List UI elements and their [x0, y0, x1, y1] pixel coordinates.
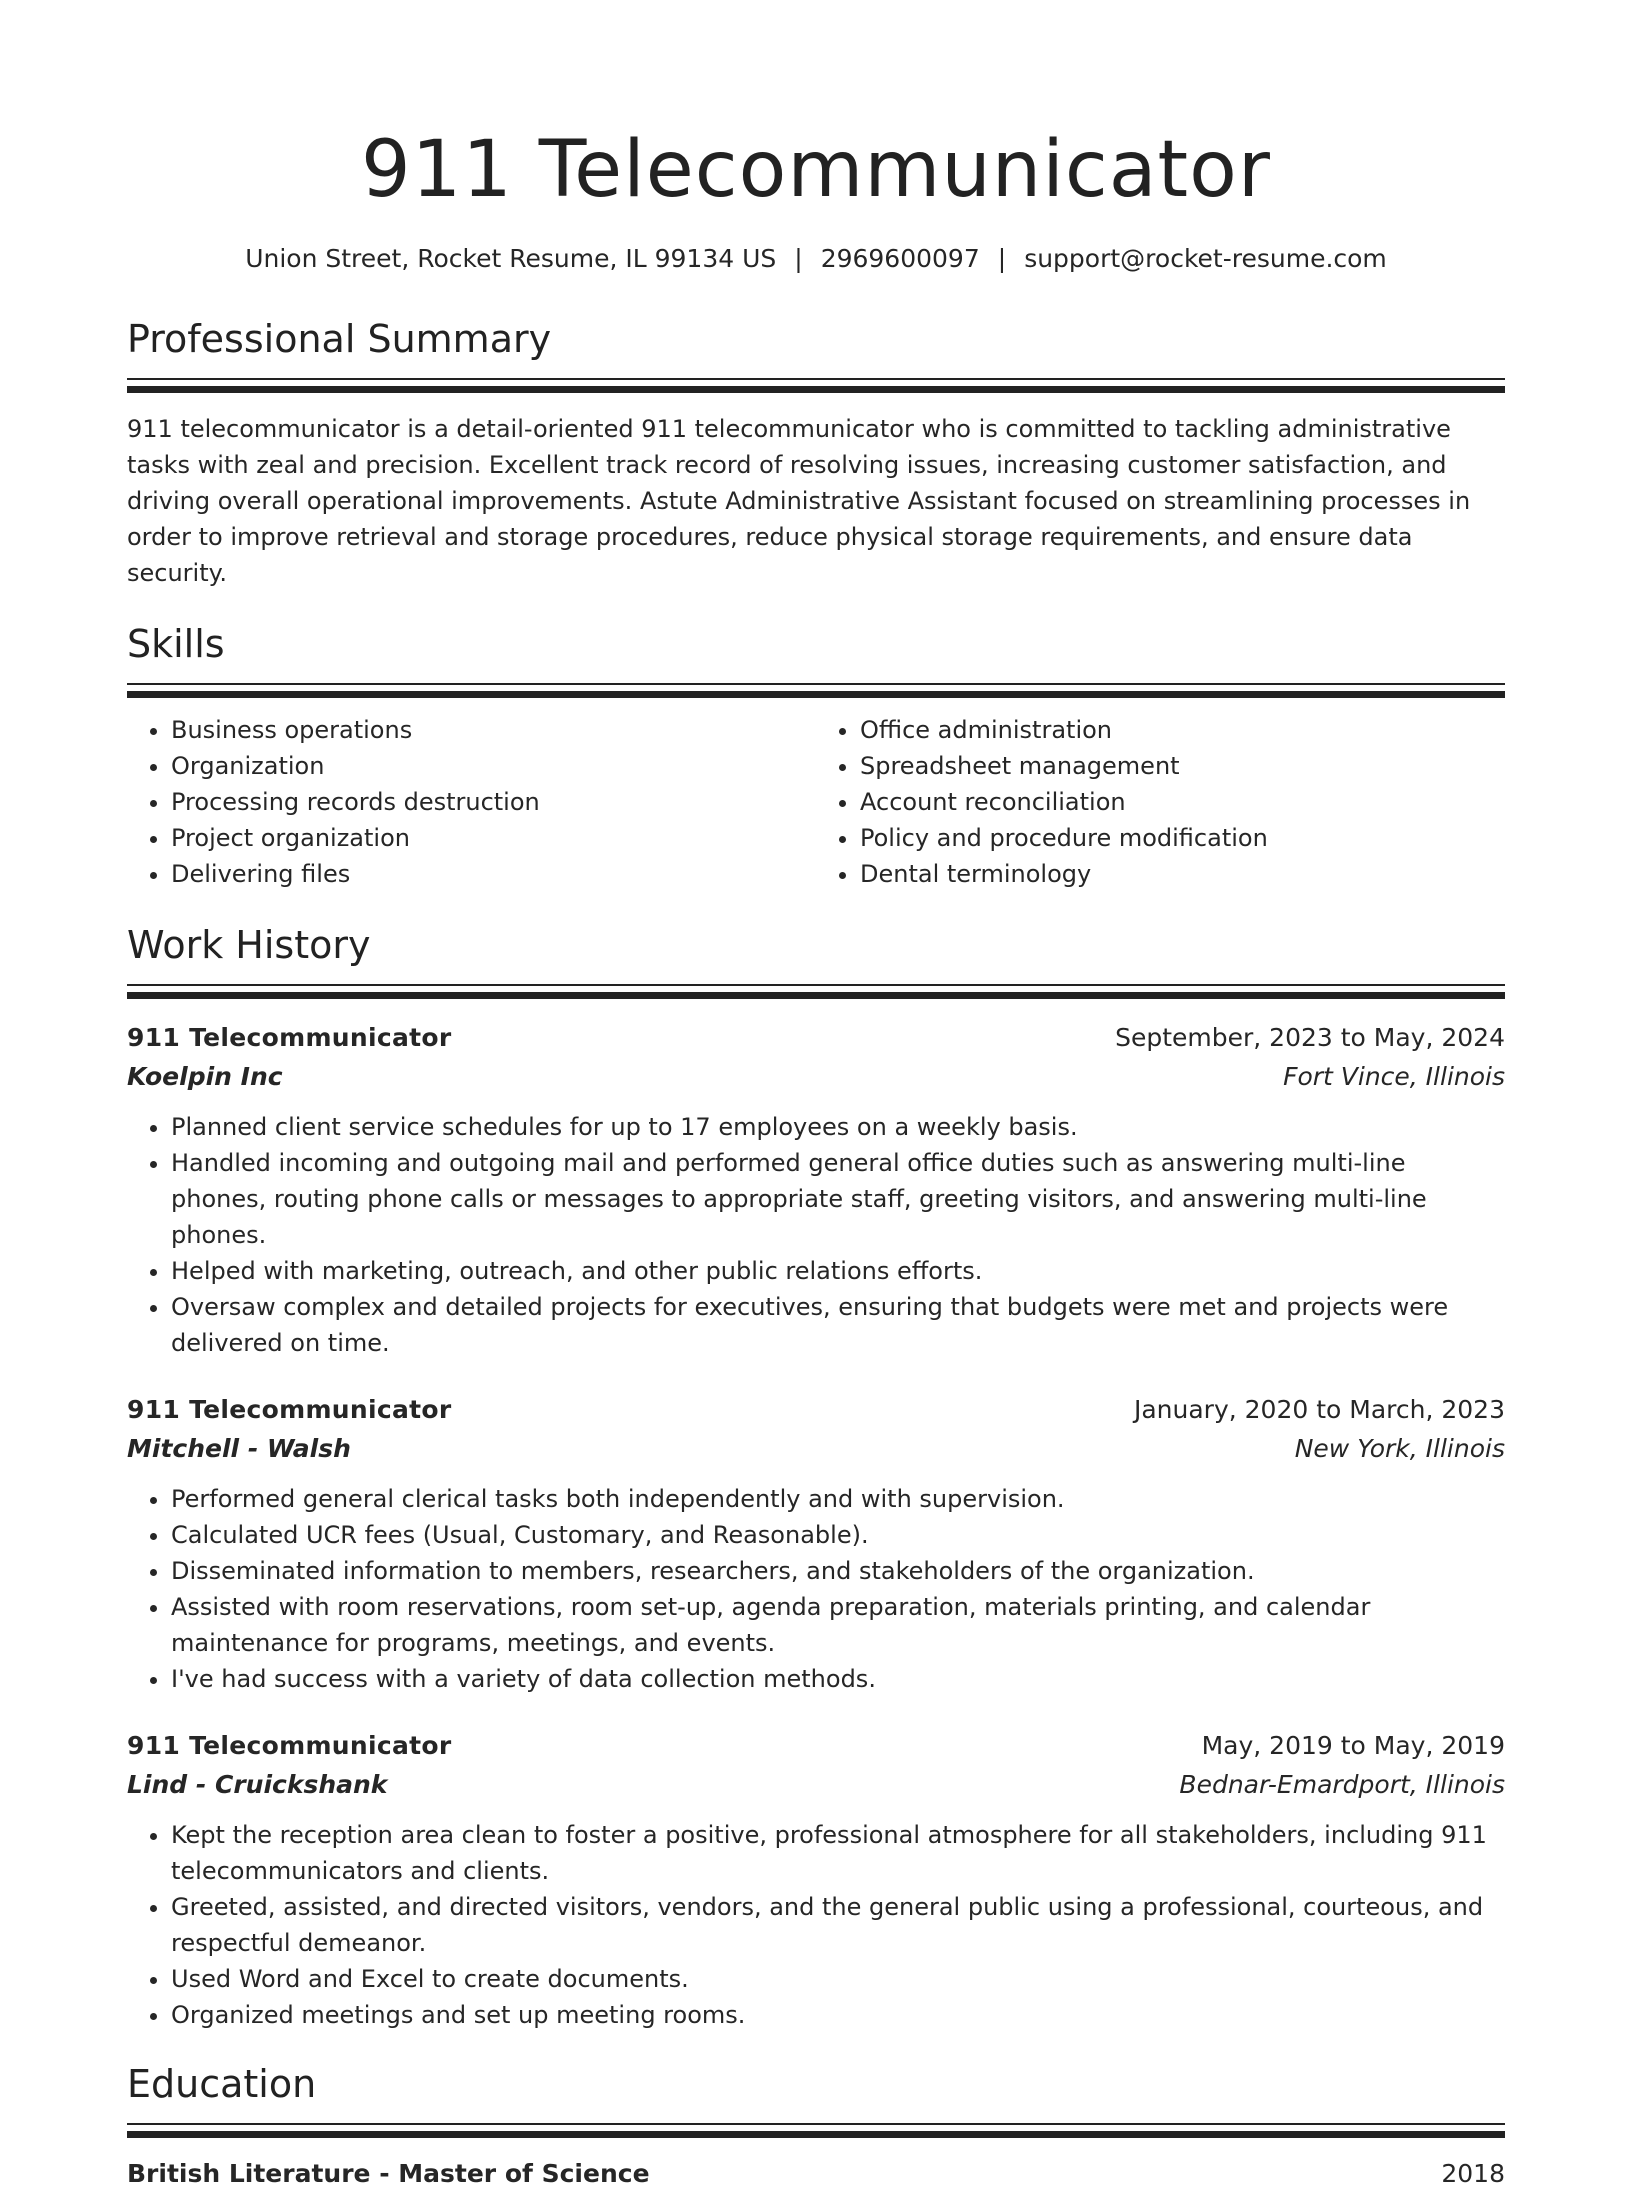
job-company: Lind - Cruickshank	[127, 1770, 388, 1799]
contact-separator: |	[794, 244, 803, 273]
job-company: Mitchell - Walsh	[127, 1434, 351, 1463]
contact-line	[127, 242, 1505, 276]
skills-section	[127, 619, 1505, 892]
job-bullet: • Assisted with room reservations, room set-up, agenda preparation, materials printing, and calendar maintenance for programs, meetings, and events.	[171, 1589, 1505, 1661]
job-bullets	[127, 1481, 1505, 1697]
section-divider	[127, 378, 1505, 393]
job-bullet: • I've had success with a variety of data collection methods.	[171, 1661, 1505, 1697]
job-bullet: • Performed general clerical tasks both independently and with supervision.	[171, 1481, 1505, 1517]
resume-name: 911 Telecommunicator	[361, 125, 1271, 215]
education-year: 2018	[1441, 2159, 1505, 2188]
education-entry	[127, 2156, 1505, 2192]
job-location: Bednar-Emardport, Illinois	[1179, 1770, 1505, 1799]
section-title-education: Education	[127, 2062, 317, 2106]
section-title-work-history: Work History	[127, 923, 371, 967]
skill-item: • Organization	[171, 748, 816, 784]
job-bullets	[127, 1109, 1505, 1361]
skill-item: • Office administration	[860, 712, 1505, 748]
job-bullet: • Helped with marketing, outreach, and other public relations efforts.	[171, 1253, 1505, 1289]
contact-address: Union Street, Rocket Resume, IL 99134 US	[245, 244, 777, 273]
education-degree: British Literature - Master of Science	[127, 2159, 650, 2188]
job-dates: May, 2019 to May, 2019	[1201, 1731, 1505, 1760]
resume-page	[127, 0, 1505, 2192]
section-divider	[127, 984, 1505, 999]
job-bullet: • Oversaw complex and detailed projects for executives, ensuring that budgets were met and projects were delivered on time.	[171, 1289, 1505, 1361]
contact-email: support@rocket-resume.com	[1024, 244, 1387, 273]
work-history-section	[127, 920, 1505, 2033]
job-title: 911 Telecommunicator	[127, 1023, 452, 1052]
job-entry	[127, 1019, 1505, 1361]
job-bullet: • Kept the reception area clean to foster a positive, professional atmosphere for all stakeholders, including 911 telecommunicators and clients.	[171, 1817, 1505, 1889]
skill-item: • Processing records destruction	[171, 784, 816, 820]
job-bullet: • Handled incoming and outgoing mail and performed general office duties such as answering multi-line phones, routing phone calls or messages to appropriate staff, greeting visitors, and answering multi-line phones.	[171, 1145, 1505, 1253]
job-bullet: • Greeted, assisted, and directed visitors, vendors, and the general public using a professional, courteous, and respectful demeanor.	[171, 1889, 1505, 1961]
skill-item: • Spreadsheet management	[860, 748, 1505, 784]
section-title-summary: Professional Summary	[127, 317, 552, 361]
job-dates: January, 2020 to March, 2023	[1133, 1395, 1505, 1424]
skill-item: • Dental terminology	[860, 856, 1505, 892]
skill-item: • Policy and procedure modification	[860, 820, 1505, 856]
job-title: 911 Telecommunicator	[127, 1395, 452, 1424]
skills-column-right	[816, 712, 1505, 892]
skill-item: • Business operations	[171, 712, 816, 748]
job-bullet: • Used Word and Excel to create documents.	[171, 1961, 1505, 1997]
skill-item: • Account reconciliation	[860, 784, 1505, 820]
job-entry	[127, 1727, 1505, 2033]
job-bullet: • Calculated UCR fees (Usual, Customary, and Reasonable).	[171, 1517, 1505, 1553]
job-location: New York, Illinois	[1294, 1434, 1505, 1463]
skills-column-left	[127, 712, 816, 892]
job-bullet: • Planned client service schedules for up to 17 employees on a weekly basis.	[171, 1109, 1505, 1145]
education-section	[127, 2059, 1505, 2192]
contact-phone: 2969600097	[820, 244, 980, 273]
summary-section	[127, 314, 1505, 591]
section-title-skills: Skills	[127, 622, 225, 666]
job-location: Fort Vince, Illinois	[1283, 1062, 1505, 1091]
section-divider	[127, 2123, 1505, 2138]
summary-text: 911 telecommunicator is a detail-oriented 911 telecommunicator who is committed to tackling administrative tasks with zeal and precision. Excellent track record of resolving issues, increasing customer satisfaction, and driving overall operational improvements. Astute Administrative Assistant focused on streamlining processes in order to improve retrieval and storage procedures, reduce physical storage requirements, and ensure data security.	[127, 415, 1471, 587]
skill-item: • Project organization	[171, 820, 816, 856]
job-bullets	[127, 1817, 1505, 2033]
contact-separator: |	[997, 244, 1007, 273]
section-divider	[127, 683, 1505, 698]
job-dates: September, 2023 to May, 2024	[1115, 1023, 1505, 1052]
job-bullet: • Organized meetings and set up meeting rooms.	[171, 1997, 1505, 2033]
skills-list	[127, 712, 1505, 892]
job-title: 911 Telecommunicator	[127, 1731, 452, 1760]
skill-item: • Delivering files	[171, 856, 816, 892]
job-company: Koelpin Inc	[127, 1062, 283, 1091]
job-entry	[127, 1391, 1505, 1697]
job-bullet: • Disseminated information to members, researchers, and stakeholders of the organization.	[171, 1553, 1505, 1589]
